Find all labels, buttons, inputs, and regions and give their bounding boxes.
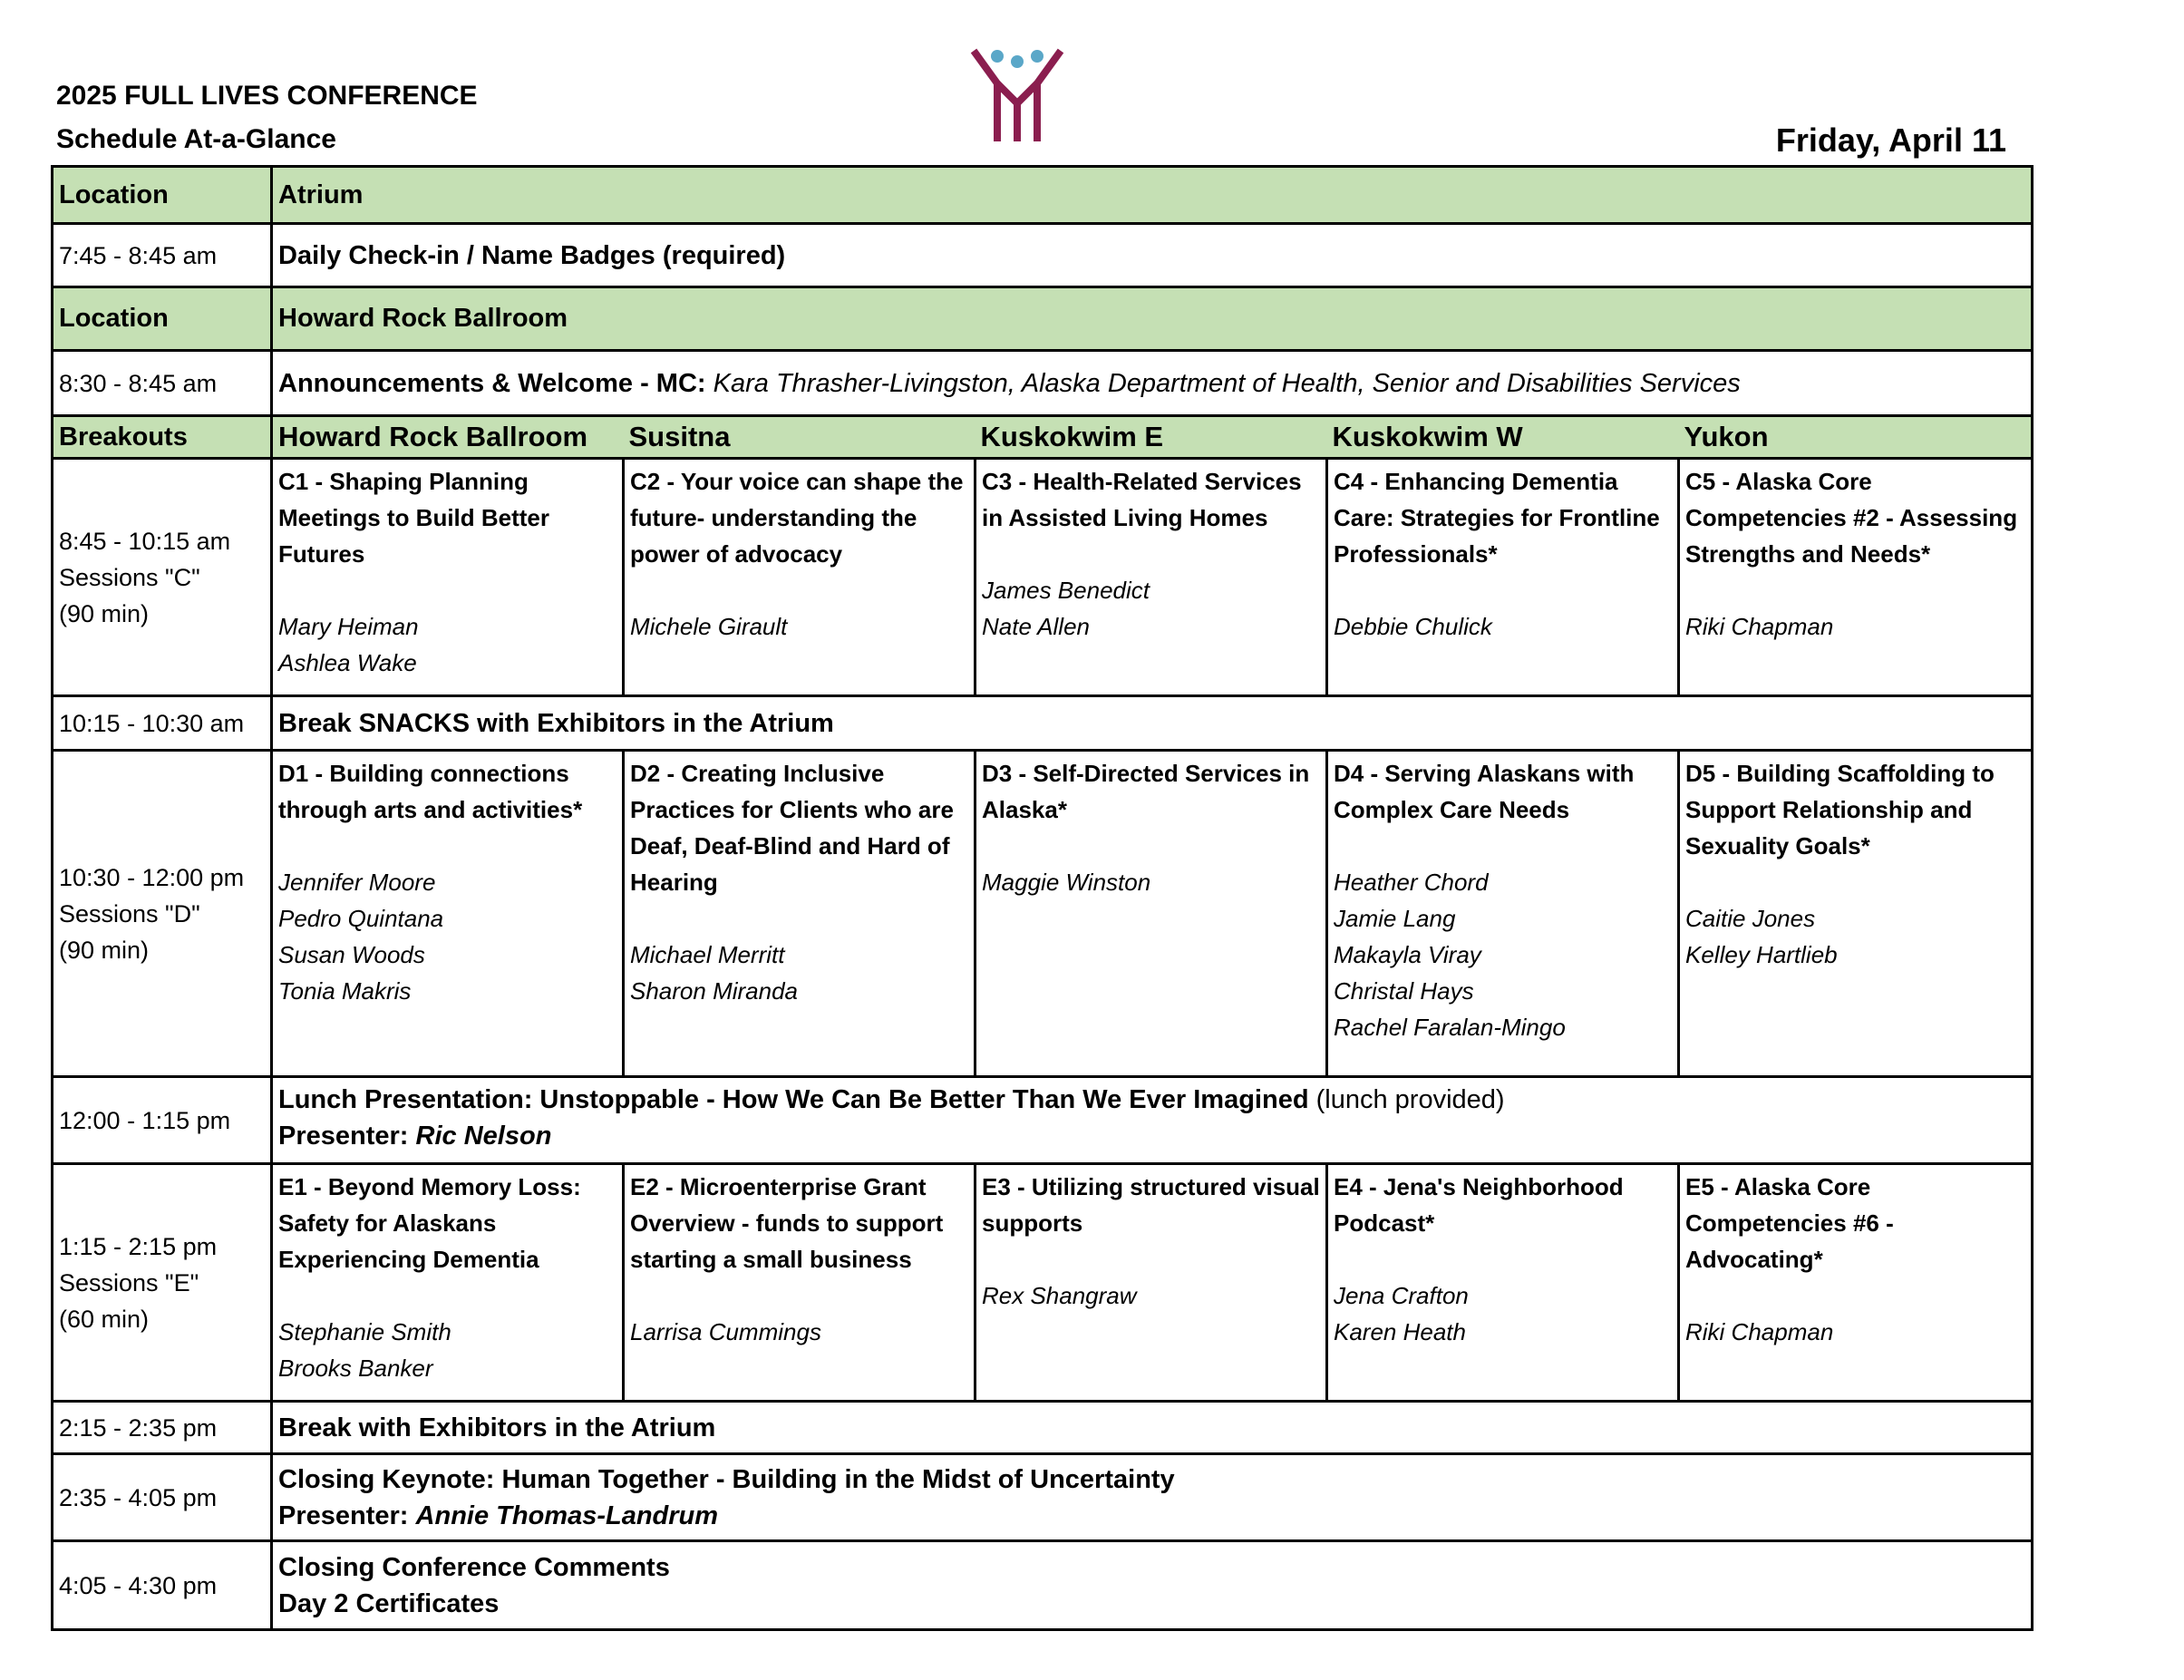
- closing-line-2: Day 2 Certificates: [278, 1588, 500, 1618]
- presenter-name: Jena Crafton: [1334, 1282, 1469, 1309]
- session-cell: [1327, 1164, 1679, 1402]
- presenter-list: [630, 1314, 968, 1350]
- time-cell: 4:05 - 4:30 pm: [53, 1541, 272, 1630]
- schedule-date: Friday, April 11: [1775, 121, 2006, 159]
- presenter-name: Tonia Makris: [278, 977, 412, 1005]
- presenter-name: Riki Chapman: [1685, 613, 1834, 640]
- presenter-list: [1685, 1314, 2025, 1350]
- presenter-name: Brooks Banker: [278, 1355, 433, 1382]
- keynote-row: [53, 1454, 2033, 1541]
- lunch-line-1: [278, 1082, 2025, 1118]
- room-howard-rock: Howard Rock Ballroom: [272, 416, 624, 459]
- session-cell: [1327, 459, 1679, 696]
- presenter-name: Heather Chord: [1334, 869, 1489, 896]
- presenter-name: Riki Chapman: [1685, 1318, 1834, 1345]
- session-cell: [1679, 459, 2033, 696]
- presenter-name: Makayla Viray: [1334, 941, 1481, 968]
- presenter-name: Ric Nelson: [415, 1122, 552, 1151]
- break-row: [53, 696, 2033, 751]
- session-title: C4 - Enhancing Dementia Care: Strategies for Frontline Professionals*: [1334, 468, 1660, 568]
- presenter-name: Pedro Quintana: [278, 905, 444, 932]
- room-kuskokwim-w: Kuskokwim W: [1327, 416, 1679, 459]
- welcome-bold: Announcements & Welcome - MC:: [278, 368, 706, 398]
- lunch-title: Lunch Presentation: Unstoppable - How We Can Be Better Than We Ever Imagined: [278, 1085, 1309, 1114]
- location-value: Howard Rock Ballroom: [272, 287, 2033, 351]
- sessions-d-row: [53, 751, 2033, 1077]
- session-length: (60 min): [59, 1305, 150, 1333]
- presenter-list: [1334, 608, 1672, 645]
- session-title: E4 - Jena's Neighborhood Podcast*: [1334, 1173, 1624, 1237]
- event-text: Break SNACKS with Exhibitors in the Atrium: [272, 696, 2033, 751]
- location-label: Location: [53, 167, 272, 224]
- keynote-presenter: [278, 1498, 2025, 1534]
- keynote-text: [272, 1454, 2033, 1541]
- schedule-subtitle: Schedule At-a-Glance: [56, 124, 336, 154]
- checkin-row: [53, 224, 2033, 287]
- session-cell: [1679, 1164, 2033, 1402]
- welcome-row: [53, 351, 2033, 416]
- presenter-list: [982, 1277, 1320, 1314]
- sessions-c-row: [53, 459, 2033, 696]
- session-cell: [272, 751, 624, 1077]
- presenter-name: Caitie Jones: [1685, 905, 1816, 932]
- presenter-list: [1334, 864, 1672, 1045]
- welcome-mc: Kara Thrasher-Livingston, Alaska Department of Health, Senior and Disabilities Services: [713, 368, 1741, 398]
- time-range: 10:30 - 12:00 pm: [59, 863, 245, 891]
- presenter-name: Jamie Lang: [1334, 905, 1456, 932]
- session-cell: [272, 1164, 624, 1402]
- presenter-name: Larrisa Cummings: [630, 1318, 821, 1345]
- presenter-name: James Benedict: [982, 577, 1150, 604]
- conference-title: 2025 FULL LIVES CONFERENCE: [56, 81, 478, 111]
- session-title: D4 - Serving Alaskans with Complex Care Needs: [1334, 760, 1635, 823]
- session-title: C5 - Alaska Core Competencies #2 - Assessing Strengths and Needs*: [1685, 468, 2018, 568]
- presenter-name: Susan Woods: [278, 941, 425, 968]
- presenter-list: [1334, 1277, 1672, 1350]
- event-text: Daily Check-in / Name Badges (required): [272, 224, 2033, 287]
- presenter-list: [278, 1314, 616, 1386]
- presenter-list: [630, 608, 968, 645]
- keynote-title: Closing Keynote: Human Together - Building in the Midst of Uncertainty: [278, 1464, 1175, 1494]
- closing-row: [53, 1541, 2033, 1630]
- session-group: Sessions "E": [59, 1268, 199, 1296]
- time-cell: 8:30 - 8:45 am: [53, 351, 272, 416]
- presenter-name: Christal Hays: [1334, 977, 1474, 1005]
- session-title: D3 - Self-Directed Services in Alaska*: [982, 760, 1310, 823]
- presenter-list: [982, 572, 1320, 645]
- room-susitna: Susitna: [624, 416, 976, 459]
- presenter-list: [1685, 900, 2025, 973]
- session-title: D2 - Creating Inclusive Practices for Clients who are Deaf, Deaf-Blind and Hard of Hearing: [630, 760, 954, 896]
- presenter-list: [278, 608, 616, 681]
- time-cell: [53, 1164, 272, 1402]
- presenter-list: [278, 864, 616, 1009]
- location-label: Location: [53, 287, 272, 351]
- lunch-row: [53, 1077, 2033, 1164]
- lunch-line-2: [278, 1118, 2025, 1154]
- presenter-name: Michele Girault: [630, 613, 788, 640]
- break-row: [53, 1402, 2033, 1454]
- closing-text: [272, 1541, 2033, 1630]
- room-kuskokwim-e: Kuskokwim E: [976, 416, 1327, 459]
- session-length: (90 min): [59, 599, 150, 627]
- session-cell: [624, 1164, 976, 1402]
- session-cell: [624, 459, 976, 696]
- event-text: Break with Exhibitors in the Atrium: [272, 1402, 2033, 1454]
- breakouts-label: Breakouts: [53, 416, 272, 459]
- session-cell: [624, 751, 976, 1077]
- welcome-text: [272, 351, 2033, 416]
- location-row-ballroom: [53, 287, 2033, 351]
- session-title: C1 - Shaping Planning Meetings to Build Better Futures: [278, 468, 550, 568]
- session-title: D1 - Building connections through arts and activities*: [278, 760, 583, 823]
- presenter-name: Mary Heiman: [278, 613, 419, 640]
- time-range: 1:15 - 2:15 pm: [59, 1232, 218, 1260]
- presenter-list: [630, 937, 968, 1009]
- session-title: E2 - Microenterprise Grant Overview - funds to support starting a small business: [630, 1173, 944, 1273]
- time-cell: 12:00 - 1:15 pm: [53, 1077, 272, 1164]
- session-cell: [976, 459, 1327, 696]
- sessions-e-row: [53, 1164, 2033, 1402]
- breakouts-row: [53, 416, 2033, 459]
- time-cell: 10:15 - 10:30 am: [53, 696, 272, 751]
- session-cell: [1327, 751, 1679, 1077]
- presenter-name: Debbie Chulick: [1334, 613, 1492, 640]
- session-cell: [272, 459, 624, 696]
- session-title: C2 - Your voice can shape the future- understanding the power of advocacy: [630, 468, 964, 568]
- people-logo-icon: [970, 47, 1064, 143]
- presenter-name: Michael Merritt: [630, 941, 785, 968]
- session-title: E3 - Utilizing structured visual supports: [982, 1173, 1320, 1237]
- presenter-label: Presenter:: [278, 1122, 409, 1151]
- session-title: C3 - Health-Related Services in Assisted Living Homes: [982, 468, 1302, 531]
- location-row-atrium: [53, 167, 2033, 224]
- presenter-name: Rachel Faralan-Mingo: [1334, 1014, 1566, 1041]
- session-cell: [976, 1164, 1327, 1402]
- time-cell: 2:35 - 4:05 pm: [53, 1454, 272, 1541]
- time-range: 8:45 - 10:15 am: [59, 527, 231, 555]
- session-title: E5 - Alaska Core Competencies #6 - Advocating*: [1685, 1173, 1894, 1273]
- time-cell: [53, 751, 272, 1077]
- presenter-name: Karen Heath: [1334, 1318, 1466, 1345]
- time-cell: 2:15 - 2:35 pm: [53, 1402, 272, 1454]
- closing-line-1: Closing Conference Comments: [278, 1552, 670, 1582]
- presenter-name: Jennifer Moore: [278, 869, 436, 896]
- presenter-list: [1685, 608, 2025, 645]
- session-title: D5 - Building Scaffolding to Support Relationship and Sexuality Goals*: [1685, 760, 1995, 859]
- lunch-note: (lunch provided): [1315, 1085, 1505, 1114]
- session-length: (90 min): [59, 936, 150, 964]
- time-cell: 7:45 - 8:45 am: [53, 224, 272, 287]
- presenter-name: Kelley Hartlieb: [1685, 941, 1838, 968]
- session-title: E1 - Beyond Memory Loss: Safety for Alaskans Experiencing Dementia: [278, 1173, 581, 1273]
- time-cell: [53, 459, 272, 696]
- presenter-name: Rex Shangraw: [982, 1282, 1137, 1309]
- presenter-name: Maggie Winston: [982, 869, 1151, 896]
- session-group: Sessions "D": [59, 899, 200, 927]
- presenter-list: [982, 864, 1320, 900]
- presenter-name: Annie Thomas-Landrum: [415, 1500, 719, 1530]
- presenter-name: Stephanie Smith: [278, 1318, 451, 1345]
- presenter-name: Ashlea Wake: [278, 649, 417, 676]
- presenter-name: Nate Allen: [982, 613, 1090, 640]
- session-cell: [1679, 751, 2033, 1077]
- session-cell: [976, 751, 1327, 1077]
- room-yukon: Yukon: [1679, 416, 2033, 459]
- lunch-text: [272, 1077, 2033, 1164]
- presenter-label: Presenter:: [278, 1500, 409, 1530]
- schedule-table: [51, 165, 2034, 1631]
- location-value: Atrium: [272, 167, 2033, 224]
- presenter-name: Sharon Miranda: [630, 977, 798, 1005]
- session-group: Sessions "C": [59, 563, 200, 591]
